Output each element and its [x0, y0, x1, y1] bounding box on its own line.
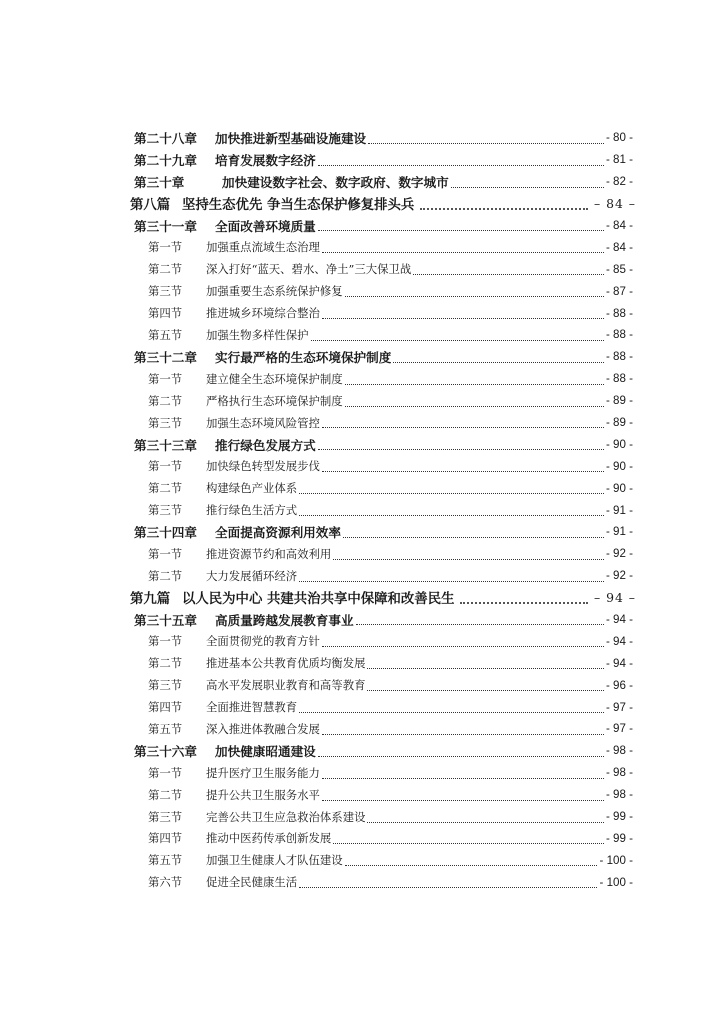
toc-section-entry[interactable] — [0, 543, 724, 565]
toc-entry-page-number: - 94 - — [605, 613, 633, 627]
toc-entry-title: 促进全民健康生活 — [206, 875, 298, 890]
toc-entry-title: 加快健康昭通建设 — [215, 744, 316, 760]
dot-leader — [322, 733, 604, 735]
toc-section-entry[interactable] — [0, 630, 724, 652]
toc-entry-page-number: - 88 - — [605, 328, 633, 342]
toc-entry-number: 第一节 — [148, 634, 183, 649]
toc-chapter-entry[interactable] — [0, 149, 724, 171]
toc-entry-page-number: – 94 – — [593, 590, 636, 606]
toc-entry-page-number: - 88 - — [605, 306, 633, 320]
toc-entry-number: 第一节 — [148, 546, 183, 561]
toc-entry-page-number: - 98 - — [605, 766, 633, 780]
toc-entry-number: 第二节 — [148, 656, 183, 671]
toc-entry-number: 第三十五章 — [134, 613, 197, 629]
toc-entry-number: 第四节 — [148, 831, 183, 846]
toc-entry-title: 加强重点流域生态治理 — [206, 240, 320, 255]
toc-entry-number: 第三十章 — [134, 175, 185, 191]
table-of-contents — [0, 127, 724, 893]
toc-entry-title: 加强生物多样性保护 — [206, 327, 309, 342]
toc-entry-number: 第四节 — [148, 306, 183, 321]
toc-entry-page-number: - 98 - — [605, 744, 633, 758]
toc-section-entry[interactable] — [0, 871, 724, 893]
toc-section-entry[interactable] — [0, 412, 724, 434]
toc-section-entry[interactable] — [0, 368, 724, 390]
toc-entry-title: 建立健全生态环境保护制度 — [206, 371, 343, 386]
toc-section-entry[interactable] — [0, 280, 724, 302]
toc-entry-page-number: – 84 – — [593, 196, 636, 212]
dot-leader — [318, 164, 604, 166]
toc-section-entry[interactable] — [0, 718, 724, 740]
dot-leader — [322, 251, 604, 253]
toc-chapter-entry[interactable] — [0, 346, 724, 368]
toc-entry-number: 第一节 — [148, 459, 183, 474]
toc-entry-title: 提升医疗卫生服务能力 — [206, 765, 320, 780]
toc-entry-title: 严格执行生态环境保护制度 — [206, 393, 343, 408]
dot-leader — [343, 536, 604, 538]
toc-chapter-entry[interactable] — [0, 609, 724, 631]
toc-section-entry[interactable] — [0, 696, 724, 718]
toc-entry-page-number: - 85 - — [605, 262, 633, 276]
toc-entry-page-number: - 96 - — [605, 678, 633, 692]
toc-entry-title: 高质量跨越发展教育事业 — [215, 613, 354, 629]
toc-entry-number: 第三节 — [148, 503, 183, 518]
dot-leader — [299, 514, 604, 516]
toc-entry-number: 第三十一章 — [134, 219, 197, 234]
toc-entry-title: 加快绿色转型发展步伐 — [206, 459, 320, 474]
dot-leader — [345, 864, 598, 866]
dot-leader — [460, 601, 587, 604]
toc-entry-title: 全面贯彻党的教育方针 — [206, 634, 320, 649]
toc-entry-number: 第二节 — [148, 262, 183, 277]
toc-entry-number: 第二节 — [148, 393, 183, 408]
toc-entry-page-number: - 88 - — [605, 350, 633, 364]
toc-section-entry[interactable] — [0, 652, 724, 674]
toc-entry-page-number: - 100 - — [599, 875, 633, 889]
toc-entry-title: 提升公共卫生服务水平 — [206, 787, 320, 802]
toc-section-entry[interactable] — [0, 455, 724, 477]
toc-entry-page-number: - 84 - — [605, 240, 633, 254]
dot-leader — [318, 448, 604, 450]
dot-leader — [333, 842, 604, 844]
toc-entry-number: 第五节 — [148, 853, 183, 868]
toc-entry-page-number: - 81 - — [605, 153, 633, 167]
toc-entry-title: 培育发展数字经济 — [215, 153, 316, 169]
toc-part-entry[interactable] — [0, 587, 724, 609]
dot-leader — [299, 711, 604, 713]
toc-entry-page-number: - 91 - — [605, 525, 633, 539]
toc-entry-page-number: - 80 - — [605, 131, 633, 145]
toc-entry-number: 第二节 — [148, 787, 183, 802]
dot-leader — [345, 383, 604, 385]
toc-section-entry[interactable] — [0, 806, 724, 828]
toc-entry-number: 第五节 — [148, 721, 183, 736]
dot-leader — [345, 295, 604, 297]
toc-entry-number: 第九篇 — [130, 591, 171, 608]
toc-entry-number: 第三十二章 — [134, 350, 197, 366]
toc-chapter-entry[interactable] — [0, 740, 724, 762]
dot-leader — [367, 821, 603, 823]
dot-leader — [322, 799, 604, 801]
toc-entry-title: 推进基本公共教育优质均衡发展 — [206, 656, 366, 671]
toc-chapter-entry[interactable] — [0, 521, 724, 543]
toc-entry-page-number: - 90 - — [605, 481, 633, 495]
toc-entry-title: 以人民为中心 共建共治共享中保障和改善民生 — [182, 591, 455, 608]
dot-leader — [368, 142, 604, 144]
toc-section-entry[interactable] — [0, 324, 724, 346]
toc-section-entry[interactable] — [0, 236, 724, 258]
dot-leader — [393, 361, 604, 363]
dot-leader — [322, 777, 604, 779]
toc-entry-title: 全面改善环境质量 — [215, 219, 316, 234]
toc-entry-title: 深入推进体教融合发展 — [206, 721, 320, 736]
toc-chapter-entry[interactable] — [0, 433, 724, 455]
toc-section-entry[interactable] — [0, 674, 724, 696]
toc-entry-title: 构建绿色产业体系 — [206, 481, 298, 496]
toc-section-entry[interactable] — [0, 499, 724, 521]
dot-leader — [322, 645, 604, 647]
dot-leader — [322, 317, 604, 319]
dot-leader — [299, 886, 597, 888]
dot-leader — [451, 186, 604, 188]
toc-section-entry[interactable] — [0, 762, 724, 784]
toc-entry-number: 第三节 — [148, 415, 183, 430]
toc-entry-title: 加强生态环境风险管控 — [206, 415, 320, 430]
toc-entry-page-number: - 94 - — [605, 634, 633, 648]
dot-leader — [333, 558, 604, 560]
dot-leader — [318, 229, 604, 231]
toc-entry-page-number: - 89 - — [605, 416, 633, 430]
dot-leader — [413, 273, 604, 275]
dot-leader — [299, 580, 604, 582]
toc-entry-page-number: - 84 - — [605, 219, 633, 232]
toc-entry-number: 第三十六章 — [134, 744, 197, 760]
toc-entry-title: 推进资源节约和高效利用 — [206, 546, 332, 561]
toc-entry-title: 实行最严格的生态环境保护制度 — [215, 350, 392, 366]
toc-entry-page-number: - 92 - — [605, 547, 633, 561]
dot-leader — [318, 755, 604, 757]
dot-leader — [367, 667, 603, 669]
toc-section-entry[interactable] — [0, 477, 724, 499]
toc-entry-page-number: - 97 - — [605, 722, 633, 736]
toc-entry-title: 加强重要生态系统保护修复 — [206, 284, 343, 299]
toc-entry-number: 第三十三章 — [134, 437, 197, 453]
toc-entry-page-number: - 99 - — [605, 831, 633, 845]
toc-entry-number: 第二节 — [148, 568, 183, 583]
toc-entry-title: 全面推进智慧教育 — [206, 700, 298, 715]
toc-entry-number: 第八篇 — [130, 197, 171, 214]
toc-section-entry[interactable] — [0, 390, 724, 412]
toc-entry-number: 第一节 — [148, 765, 183, 780]
toc-entry-number: 第一节 — [148, 240, 183, 255]
toc-entry-title: 推行绿色生活方式 — [206, 503, 298, 518]
toc-entry-page-number: - 97 - — [605, 700, 633, 714]
toc-entry-number: 第六节 — [148, 875, 183, 890]
toc-entry-page-number: - 87 - — [605, 284, 633, 298]
toc-chapter-entry[interactable] — [0, 215, 724, 237]
toc-entry-title: 完善公共卫生应急救治体系建设 — [206, 809, 366, 824]
toc-part-entry[interactable] — [0, 193, 724, 215]
dot-leader — [322, 426, 604, 428]
toc-entry-page-number: - 88 - — [605, 372, 633, 386]
dot-leader — [367, 689, 603, 691]
toc-entry-title: 全面提高资源利用效率 — [215, 525, 341, 541]
toc-entry-number: 第三节 — [148, 809, 183, 824]
toc-entry-page-number: - 100 - — [599, 853, 633, 867]
toc-entry-number: 第二节 — [148, 481, 183, 496]
toc-entry-title: 推行绿色发展方式 — [215, 437, 316, 453]
toc-entry-page-number: - 89 - — [605, 394, 633, 408]
toc-entry-number: 第二十八章 — [134, 131, 197, 147]
toc-entry-page-number: - 91 - — [605, 503, 633, 517]
toc-section-entry[interactable] — [0, 849, 724, 871]
toc-chapter-entry[interactable] — [0, 127, 724, 149]
dot-leader — [345, 405, 604, 407]
dot-leader — [420, 207, 588, 210]
toc-entry-number: 第一节 — [148, 371, 183, 386]
toc-section-entry[interactable] — [0, 258, 724, 280]
toc-entry-number: 第三十四章 — [134, 525, 197, 541]
dot-leader — [356, 623, 604, 625]
toc-section-entry[interactable] — [0, 565, 724, 587]
dot-leader — [311, 339, 604, 341]
toc-section-entry[interactable] — [0, 828, 724, 850]
toc-chapter-entry[interactable] — [0, 171, 724, 193]
toc-entry-number: 第三节 — [148, 284, 183, 299]
toc-entry-page-number: - 90 - — [605, 437, 633, 451]
dot-leader — [322, 470, 604, 472]
toc-section-entry[interactable] — [0, 784, 724, 806]
toc-entry-title: 推进城乡环境综合整治 — [206, 306, 320, 321]
toc-entry-title: 高水平发展职业教育和高等教育 — [206, 678, 366, 693]
toc-entry-page-number: - 82 - — [605, 175, 633, 189]
toc-entry-page-number: - 94 - — [605, 656, 633, 670]
toc-entry-page-number: - 99 - — [605, 810, 633, 824]
toc-entry-number: 第三节 — [148, 678, 183, 693]
dot-leader — [299, 492, 604, 494]
toc-entry-title: 深入打好“蓝天、碧水、净土”三大保卫战 — [206, 262, 412, 277]
toc-section-entry[interactable] — [0, 302, 724, 324]
toc-entry-title: 大力发展循环经济 — [206, 568, 298, 583]
toc-entry-number: 第二十九章 — [134, 153, 197, 169]
toc-entry-page-number: - 98 - — [605, 788, 633, 802]
toc-entry-title: 加快建设数字社会、数字政府、数字城市 — [222, 175, 449, 191]
toc-entry-page-number: - 90 - — [605, 459, 633, 473]
toc-entry-page-number: - 92 - — [605, 569, 633, 583]
toc-entry-title: 加强卫生健康人才队伍建设 — [206, 853, 343, 868]
toc-entry-number: 第四节 — [148, 700, 183, 715]
toc-entry-title: 坚持生态优先 争当生态保护修复排头兵 — [182, 197, 415, 214]
toc-entry-title: 推动中医药传承创新发展 — [206, 831, 332, 846]
toc-entry-title: 加快推进新型基础设施建设 — [215, 131, 367, 147]
toc-entry-number: 第五节 — [148, 327, 183, 342]
